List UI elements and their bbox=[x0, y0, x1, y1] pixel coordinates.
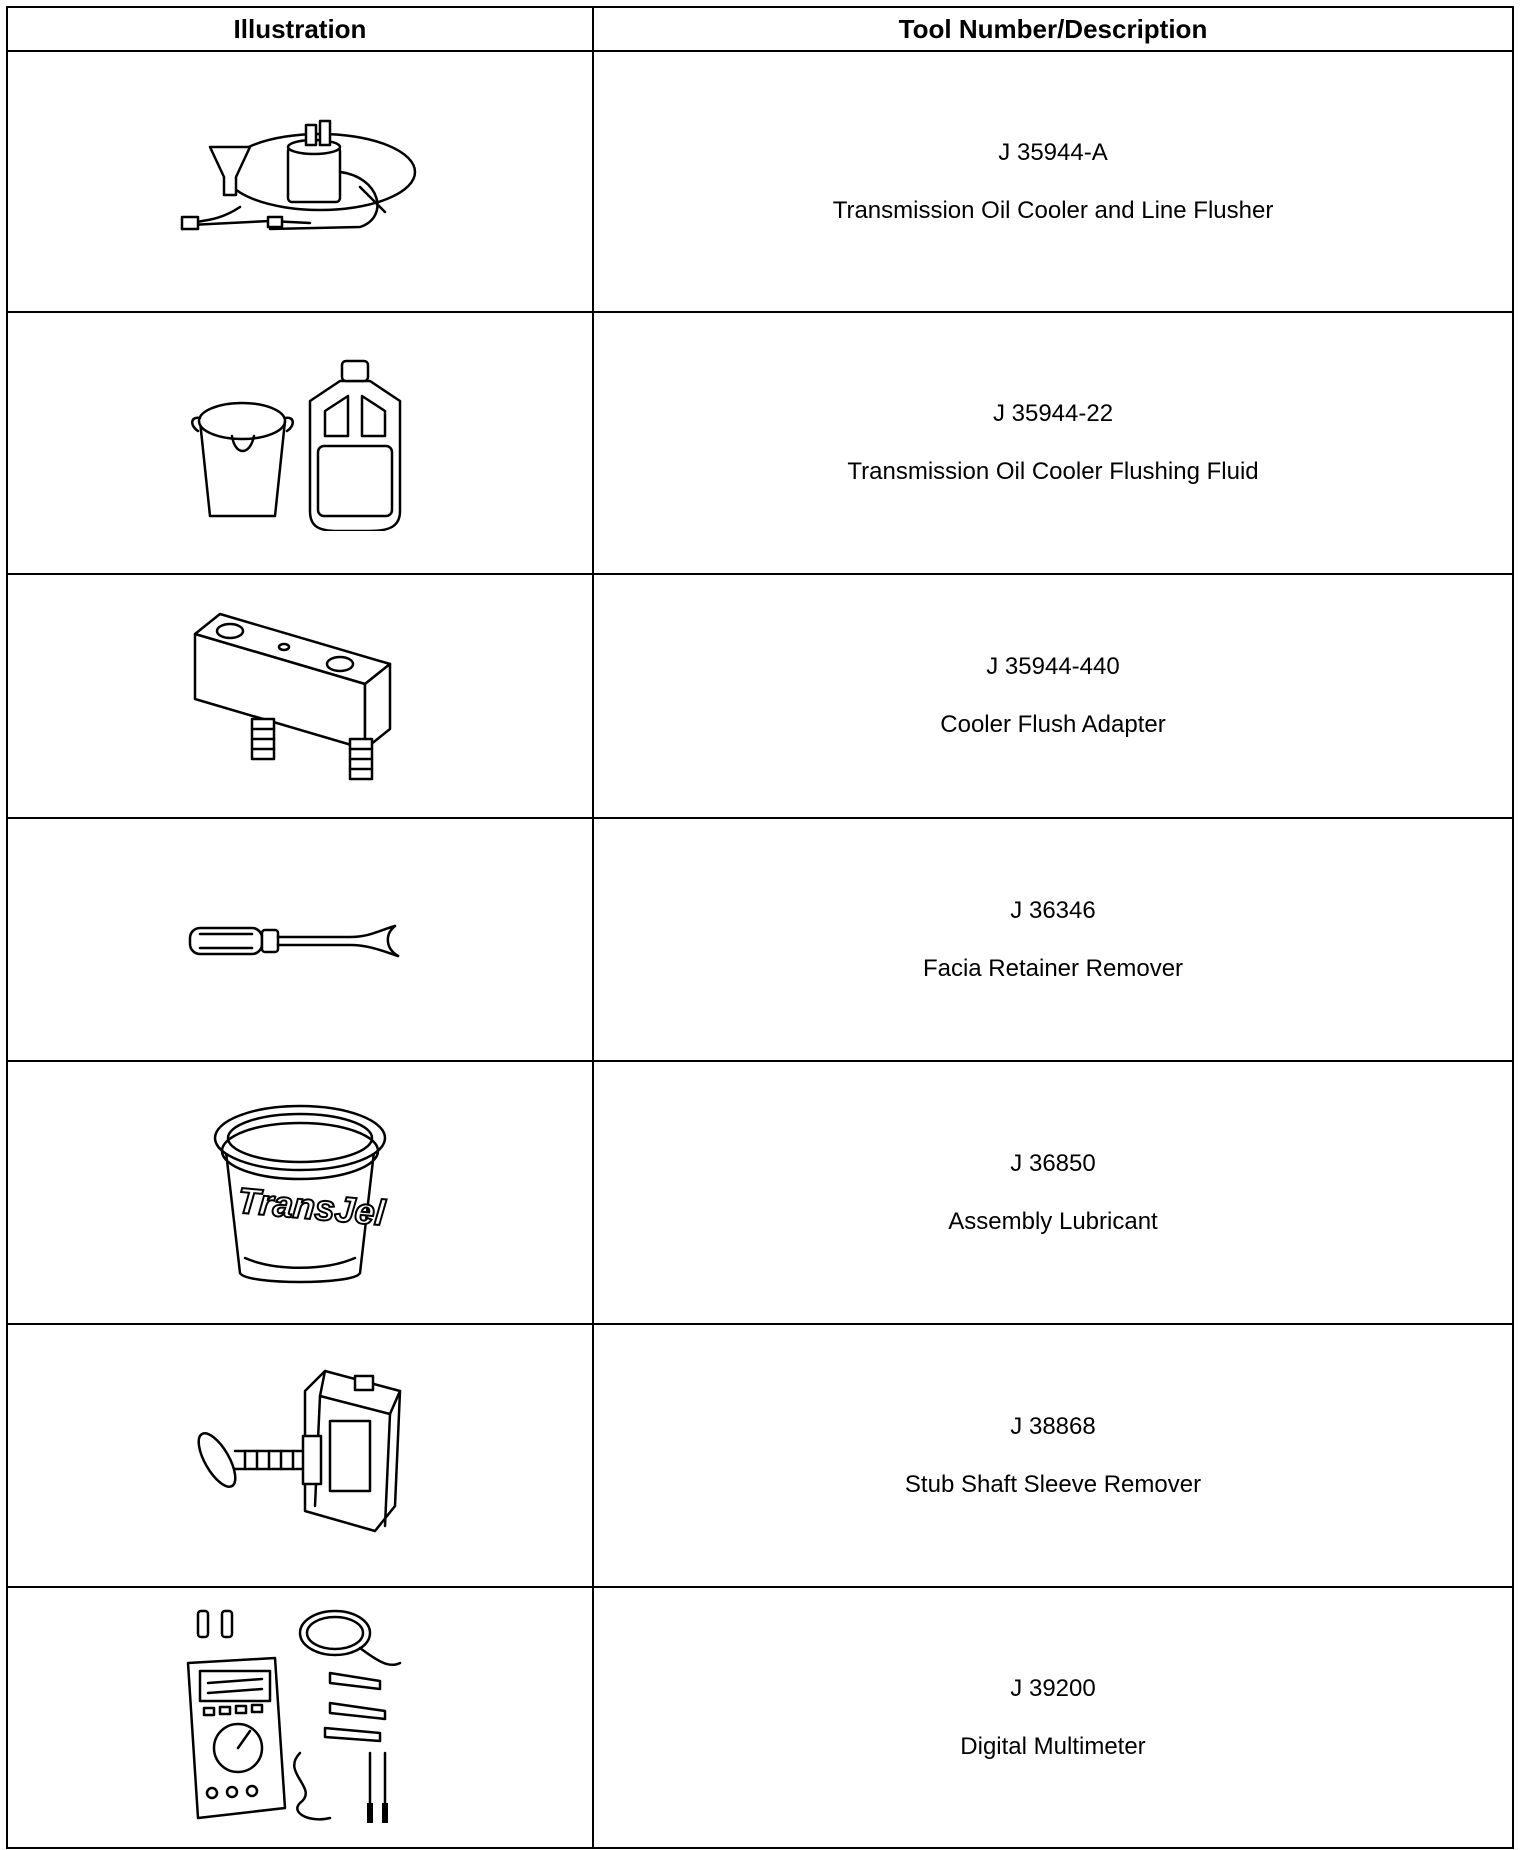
tool-description: Cooler Flush Adapter bbox=[940, 711, 1166, 738]
illustration-cell bbox=[7, 574, 593, 818]
illustration-cell bbox=[7, 1324, 593, 1587]
table-row bbox=[7, 51, 1513, 312]
tool-number: J 36850 bbox=[1010, 1149, 1096, 1177]
tool-description: Transmission Oil Cooler Flushing Fluid bbox=[847, 458, 1259, 485]
flushing-fluid-icon bbox=[190, 356, 410, 531]
illustration-cell bbox=[7, 51, 593, 312]
illustration-cell bbox=[7, 1061, 593, 1324]
tool-cell bbox=[593, 312, 1513, 574]
tool-number: J 35944-A bbox=[998, 138, 1108, 166]
table-row bbox=[7, 1324, 1513, 1587]
illustration-cell bbox=[7, 818, 593, 1061]
multimeter-icon bbox=[180, 1603, 420, 1833]
table-row bbox=[7, 312, 1513, 574]
tool-cell bbox=[593, 51, 1513, 312]
table-row bbox=[7, 574, 1513, 818]
lubricant-label: TransJel bbox=[236, 1179, 387, 1233]
tool-description: Facia Retainer Remover bbox=[922, 954, 1184, 982]
tool-description: Transmission Oil Cooler and Line Flusher bbox=[832, 196, 1274, 224]
header-row bbox=[7, 7, 1513, 51]
tool-description: Digital Multimeter bbox=[960, 1732, 1146, 1760]
tool-number: J 39200 bbox=[1010, 1674, 1096, 1702]
tool-number: J 35944-440 bbox=[986, 653, 1120, 680]
tool-cell bbox=[593, 1324, 1513, 1587]
oil-cooler-flusher-icon bbox=[170, 117, 430, 247]
illustration-cell bbox=[7, 1587, 593, 1848]
special-tools-table bbox=[6, 6, 1514, 1849]
flush-adapter-icon bbox=[190, 609, 410, 784]
tool-description: Stub Shaft Sleeve Remover bbox=[904, 1470, 1202, 1498]
table-row bbox=[7, 1587, 1513, 1848]
illustration-header: Illustration bbox=[7, 7, 593, 51]
tool-cell bbox=[593, 818, 1513, 1061]
tool-header: Tool Number/Description bbox=[593, 7, 1513, 51]
retainer-remover-icon bbox=[180, 910, 420, 970]
table-row bbox=[7, 818, 1513, 1061]
sleeve-remover-icon bbox=[185, 1366, 415, 1546]
tool-cell bbox=[593, 1061, 1513, 1324]
tool-description: Assembly Lubricant bbox=[948, 1207, 1158, 1235]
tool-number: J 38868 bbox=[1010, 1412, 1096, 1440]
tool-cell bbox=[593, 1587, 1513, 1848]
illustration-cell bbox=[7, 312, 593, 574]
tool-number: J 36346 bbox=[1010, 896, 1096, 924]
lubricant-tub-icon bbox=[205, 1093, 395, 1293]
tool-number: J 35944-22 bbox=[992, 400, 1114, 427]
tool-cell bbox=[593, 574, 1513, 818]
table-row bbox=[7, 1061, 1513, 1324]
